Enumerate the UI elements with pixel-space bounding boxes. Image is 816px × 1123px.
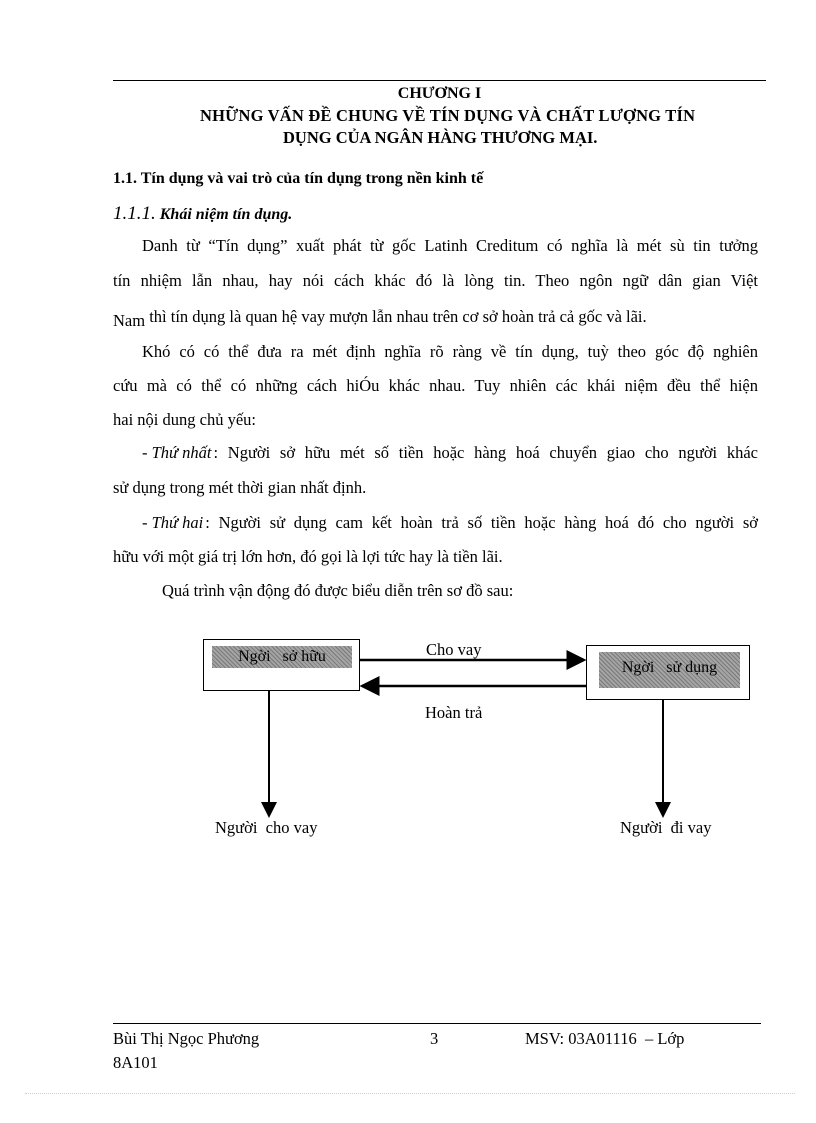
bullet-1-dash: - <box>142 443 152 462</box>
page-bottom-dotted-border <box>25 1093 795 1094</box>
owner-box-label: Ngời sở hữu <box>212 646 352 668</box>
bullet-1-text: : Người sở hữu mét số tiền hoặc hàng hoá chuyển giao cho người khác <box>213 443 758 462</box>
chapter-number: CHƯƠNG I <box>397 85 482 102</box>
footer-class-code: 8A101 <box>113 1053 158 1072</box>
bullet-2-line-2: hữu với một giá trị lớn hơn, đó gọi là lợi tức hay là tiền lãi. <box>113 547 503 566</box>
bullet-1-label: Thứ nhất <box>151 443 212 462</box>
bullet-2-head <box>142 513 203 533</box>
bullet-1-line-2: sử dụng trong mét thời gian nhất định. <box>113 478 367 497</box>
user-box-label: Ngời sử dụng <box>599 652 740 688</box>
subsection-title: Khái niệm tín dụng. <box>159 206 293 223</box>
paragraph-1-line-1: Danh từ “Tín dụng” xuất phát từ gốc Latinh Creditum có nghĩa là mét sù tin tưởng <box>142 236 758 255</box>
footer-page-number: 3 <box>430 1029 439 1048</box>
bullet-2-line-1 <box>142 513 758 533</box>
footer-rule <box>113 1023 761 1024</box>
header-rule <box>113 80 766 81</box>
paragraph-2-line-1: Khó có có thể đưa ra mét định nghĩa rõ ràng về tín dụng, tuỳ theo góc độ nghiên <box>142 342 758 361</box>
section-heading: 1.1. Tín dụng và vai trò của tín dụng trong nền kinh tế <box>113 170 484 187</box>
footer-student-id: MSV: 03A01116 – Lớp <box>525 1029 685 1048</box>
subsection-number: 1.1.1. <box>113 203 156 224</box>
paragraph-1-line-3-text: thì tín dụng là quan hệ vay mượn lẫn nhau trên cơ sở hoàn trả cả gốc và lãi. <box>149 307 647 326</box>
lender-label: Người cho vay <box>215 818 318 837</box>
lend-label: Cho vay <box>426 640 482 659</box>
subsection-heading <box>113 203 292 225</box>
bullet-1-line-1 <box>142 443 758 463</box>
borrower-label: Người đi vay <box>620 818 712 837</box>
paragraph-1-line-3 <box>113 307 647 330</box>
repay-label: Hoàn trả <box>425 703 483 722</box>
bullet-1-head <box>142 443 212 463</box>
chapter-title-line-2: DỤNG CỦA NGÂN HÀNG THƯƠNG MẠI. <box>283 128 598 147</box>
paragraph-2-line-3: hai nội dung chủ yếu: <box>113 410 256 429</box>
paragraph-1-line-2: tín nhiệm lẫn nhau, hay nói cách khác đó là lòng tin. Theo ngôn ngữ dân gian Việt <box>113 271 758 290</box>
paragraph-1-word-nam: Nam <box>113 311 146 330</box>
bullet-2-text: : Người sử dụng cam kết hoàn trả số tiền hoặc hàng hoá đó cho người sở <box>205 513 758 532</box>
paragraph-2-line-2: cứu mà có thể có những cách hiÓu khác nhau. Tuy nhiên các khái niệm đều thể hiện <box>113 376 758 395</box>
footer-author: Bùi Thị Ngọc Phương <box>113 1029 260 1048</box>
user-box <box>586 645 750 700</box>
bullet-2-label: Thứ hai <box>151 513 204 532</box>
bullet-2-dash: - <box>142 513 152 532</box>
paragraph-3: Quá trình vận động đó được biểu diễn trên sơ đồ sau: <box>162 581 514 600</box>
owner-box <box>203 639 360 691</box>
chapter-title-line-1: NHỮNG VẤN ĐỀ CHUNG VỀ TÍN DỤNG VÀ CHẤT LƯỢNG TÍN <box>200 106 696 125</box>
